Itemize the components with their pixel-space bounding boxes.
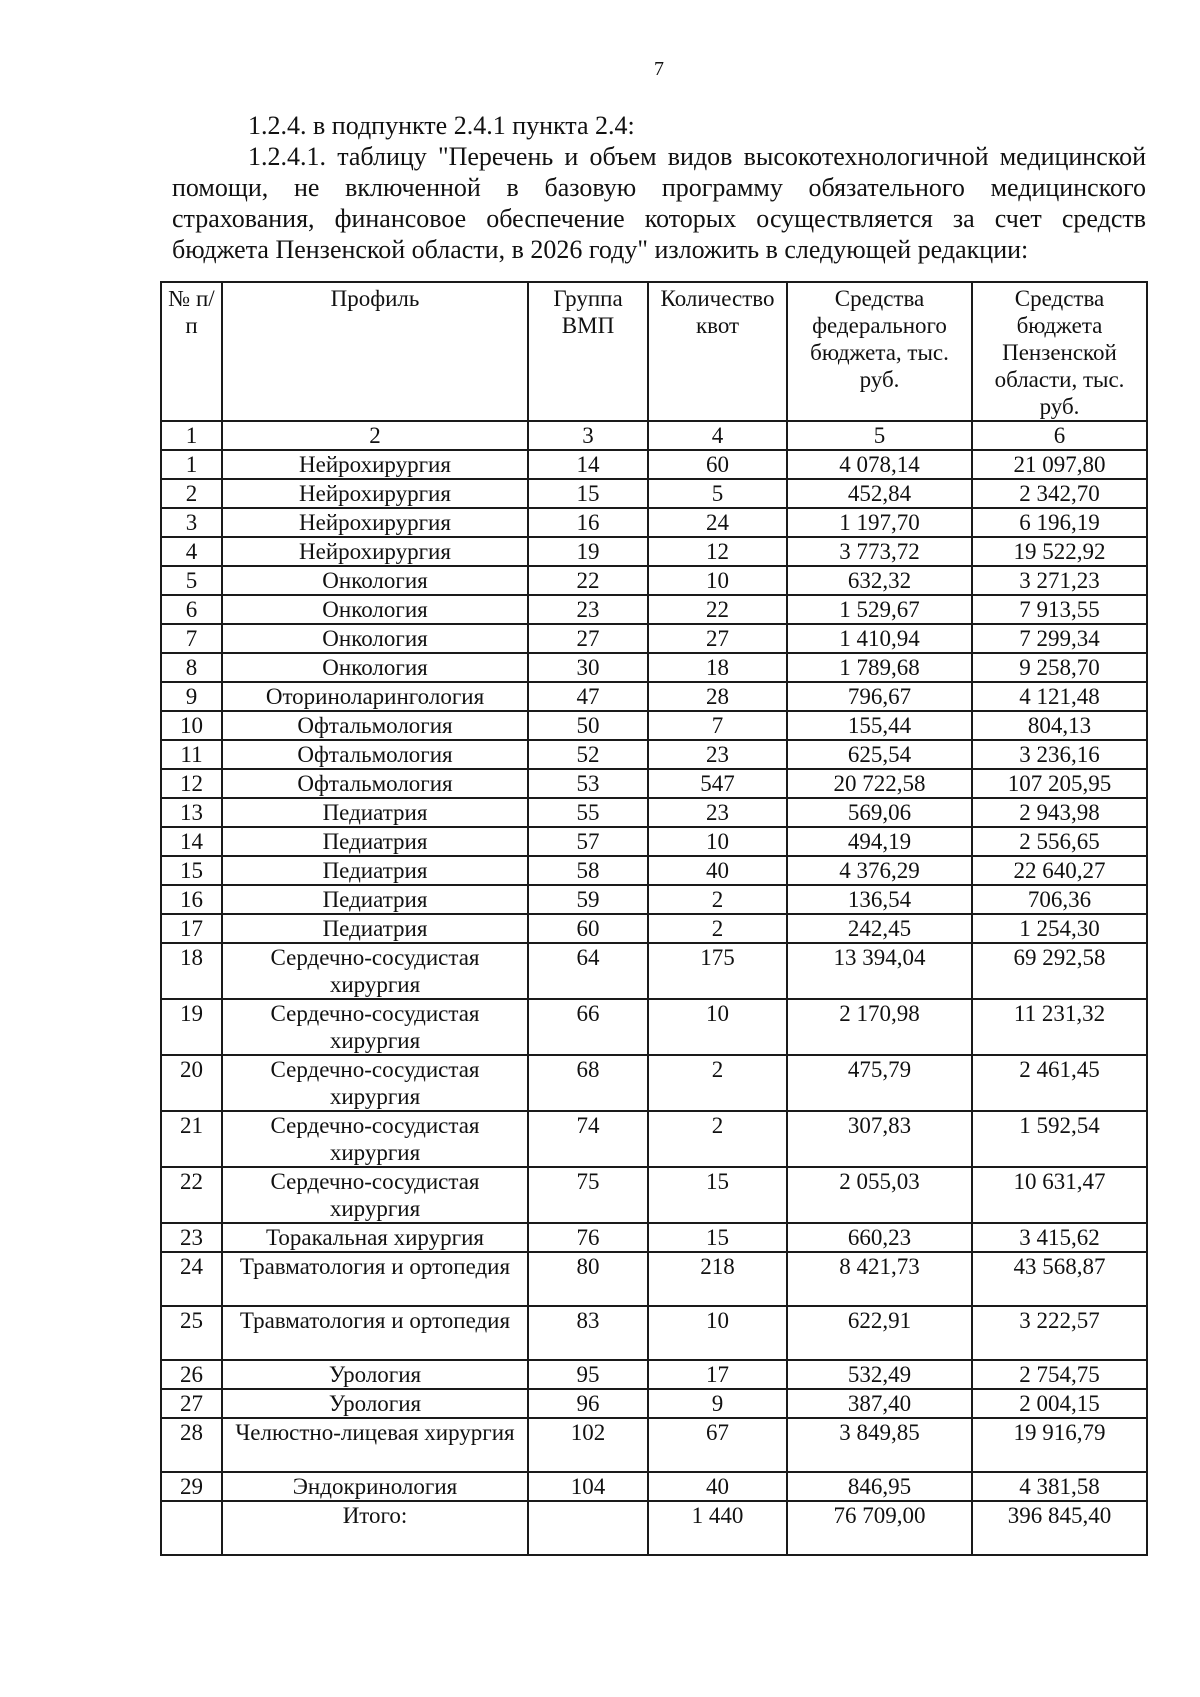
total-group	[528, 1501, 648, 1555]
row-federal: 1 529,67	[787, 595, 972, 624]
row-group: 27	[528, 624, 648, 653]
row-regional: 3 415,62	[972, 1223, 1147, 1252]
row-federal: 242,45	[787, 914, 972, 943]
row-quota: 9	[648, 1389, 787, 1418]
row-group: 23	[528, 595, 648, 624]
total-federal: 76 709,00	[787, 1501, 972, 1555]
row-profile: Офтальмология	[222, 740, 528, 769]
row-profile: Онкология	[222, 624, 528, 653]
row-regional: 107 205,95	[972, 769, 1147, 798]
total-quota: 1 440	[648, 1501, 787, 1555]
row-quota: 23	[648, 740, 787, 769]
row-quota: 10	[648, 1306, 787, 1360]
row-profile: Онкология	[222, 566, 528, 595]
table-row	[161, 1111, 1147, 1167]
row-regional: 19 916,79	[972, 1418, 1147, 1472]
row-quota: 2	[648, 914, 787, 943]
row-profile: Офтальмология	[222, 769, 528, 798]
row-quota: 218	[648, 1252, 787, 1306]
column-number: 5	[787, 421, 972, 450]
total-regional: 396 845,40	[972, 1501, 1147, 1555]
row-federal: 136,54	[787, 885, 972, 914]
table-row	[161, 450, 1147, 479]
table-row	[161, 711, 1147, 740]
row-regional: 3 222,57	[972, 1306, 1147, 1360]
row-federal: 307,83	[787, 1111, 972, 1167]
row-profile: Сердечно-сосудистая хирургия	[222, 1055, 528, 1111]
row-profile: Травматология и ортопедия	[222, 1252, 528, 1306]
row-number: 7	[161, 624, 222, 653]
table-row	[161, 508, 1147, 537]
table-row	[161, 999, 1147, 1055]
intro-para-line-4: бюджета Пензенской области, в 2026 году" изложить в следующей редакции:	[172, 235, 1029, 264]
intro-para-line-1: 1.2.4.1. таблицу "Перечень и объем видов высокотехнологичной медицинской	[248, 142, 1146, 171]
row-federal: 8 421,73	[787, 1252, 972, 1306]
table-row	[161, 537, 1147, 566]
row-group: 16	[528, 508, 648, 537]
row-federal: 387,40	[787, 1389, 972, 1418]
row-number: 15	[161, 856, 222, 885]
row-regional: 7 299,34	[972, 624, 1147, 653]
row-profile: Офтальмология	[222, 711, 528, 740]
row-regional: 69 292,58	[972, 943, 1147, 999]
row-profile: Урология	[222, 1389, 528, 1418]
table-row	[161, 740, 1147, 769]
row-quota: 24	[648, 508, 787, 537]
row-profile: Нейрохирургия	[222, 508, 528, 537]
table-row	[161, 885, 1147, 914]
row-number: 25	[161, 1306, 222, 1360]
row-number: 13	[161, 798, 222, 827]
row-quota: 175	[648, 943, 787, 999]
table-row	[161, 856, 1147, 885]
table-row	[161, 1418, 1147, 1472]
row-quota: 12	[648, 537, 787, 566]
row-regional: 22 640,27	[972, 856, 1147, 885]
row-regional: 43 568,87	[972, 1252, 1147, 1306]
row-federal: 622,91	[787, 1306, 972, 1360]
row-federal: 494,19	[787, 827, 972, 856]
row-group: 96	[528, 1389, 648, 1418]
column-number-row	[161, 421, 1147, 450]
row-federal: 475,79	[787, 1055, 972, 1111]
row-federal: 1 197,70	[787, 508, 972, 537]
row-federal: 625,54	[787, 740, 972, 769]
row-group: 74	[528, 1111, 648, 1167]
row-group: 52	[528, 740, 648, 769]
row-federal: 2 170,98	[787, 999, 972, 1055]
header-quota: Количество квот	[648, 282, 787, 421]
row-quota: 10	[648, 566, 787, 595]
row-profile: Торакальная хирургия	[222, 1223, 528, 1252]
row-quota: 15	[648, 1223, 787, 1252]
row-quota: 17	[648, 1360, 787, 1389]
row-number: 26	[161, 1360, 222, 1389]
row-number: 6	[161, 595, 222, 624]
table-row	[161, 653, 1147, 682]
row-regional: 2 754,75	[972, 1360, 1147, 1389]
header-profile: Профиль	[222, 282, 528, 421]
row-number: 27	[161, 1389, 222, 1418]
intro-para-line-2: помощи, не включенной в базовую программу обязательного медицинского	[172, 173, 1146, 202]
row-number: 28	[161, 1418, 222, 1472]
row-regional: 6 196,19	[972, 508, 1147, 537]
total-row	[161, 1501, 1147, 1555]
row-group: 58	[528, 856, 648, 885]
row-profile: Педиатрия	[222, 885, 528, 914]
row-federal: 532,49	[787, 1360, 972, 1389]
row-quota: 67	[648, 1418, 787, 1472]
table-row	[161, 595, 1147, 624]
table-row	[161, 943, 1147, 999]
row-quota: 547	[648, 769, 787, 798]
row-quota: 2	[648, 885, 787, 914]
row-number: 10	[161, 711, 222, 740]
row-number: 17	[161, 914, 222, 943]
row-profile: Педиатрия	[222, 914, 528, 943]
total-label: Итого:	[222, 1501, 528, 1555]
row-group: 19	[528, 537, 648, 566]
row-regional: 11 231,32	[972, 999, 1147, 1055]
row-quota: 18	[648, 653, 787, 682]
row-profile: Онкология	[222, 653, 528, 682]
row-number: 14	[161, 827, 222, 856]
header-group: Группа ВМП	[528, 282, 648, 421]
table-header-row	[161, 282, 1147, 421]
row-federal: 452,84	[787, 479, 972, 508]
row-number: 20	[161, 1055, 222, 1111]
table-row	[161, 1055, 1147, 1111]
row-quota: 2	[648, 1111, 787, 1167]
table-row	[161, 1360, 1147, 1389]
page-number: 7	[654, 58, 664, 80]
table-row	[161, 1223, 1147, 1252]
row-number: 5	[161, 566, 222, 595]
row-federal: 660,23	[787, 1223, 972, 1252]
row-group: 53	[528, 769, 648, 798]
row-federal: 20 722,58	[787, 769, 972, 798]
table-row	[161, 624, 1147, 653]
row-group: 57	[528, 827, 648, 856]
row-profile: Педиатрия	[222, 827, 528, 856]
total-number-cell	[161, 1501, 222, 1555]
row-group: 15	[528, 479, 648, 508]
row-quota: 27	[648, 624, 787, 653]
row-profile: Урология	[222, 1360, 528, 1389]
row-profile: Онкология	[222, 595, 528, 624]
row-regional: 4 121,48	[972, 682, 1147, 711]
row-quota: 2	[648, 1055, 787, 1111]
table-row	[161, 566, 1147, 595]
table-row	[161, 682, 1147, 711]
row-number: 18	[161, 943, 222, 999]
row-number: 11	[161, 740, 222, 769]
row-regional: 3 236,16	[972, 740, 1147, 769]
row-group: 50	[528, 711, 648, 740]
table-row	[161, 1252, 1147, 1306]
row-quota: 10	[648, 999, 787, 1055]
row-federal: 2 055,03	[787, 1167, 972, 1223]
row-group: 76	[528, 1223, 648, 1252]
row-profile: Нейрохирургия	[222, 537, 528, 566]
row-number: 23	[161, 1223, 222, 1252]
row-group: 14	[528, 450, 648, 479]
row-number: 8	[161, 653, 222, 682]
row-federal: 846,95	[787, 1472, 972, 1501]
table-row	[161, 827, 1147, 856]
row-quota: 28	[648, 682, 787, 711]
row-group: 83	[528, 1306, 648, 1360]
row-profile: Челюстно-лицевая хирургия	[222, 1418, 528, 1472]
row-number: 22	[161, 1167, 222, 1223]
intro-para-line-3: страхования, финансовое обеспечение которых осуществляется за счет средств	[172, 204, 1146, 233]
row-group: 104	[528, 1472, 648, 1501]
row-number: 12	[161, 769, 222, 798]
row-group: 75	[528, 1167, 648, 1223]
row-group: 30	[528, 653, 648, 682]
row-federal: 569,06	[787, 798, 972, 827]
row-regional: 9 258,70	[972, 653, 1147, 682]
row-regional: 804,13	[972, 711, 1147, 740]
row-federal: 155,44	[787, 711, 972, 740]
row-regional: 3 271,23	[972, 566, 1147, 595]
row-quota: 40	[648, 1472, 787, 1501]
row-profile: Сердечно-сосудистая хирургия	[222, 1111, 528, 1167]
row-group: 66	[528, 999, 648, 1055]
row-profile: Нейрохирургия	[222, 450, 528, 479]
quota-table	[160, 281, 1148, 1556]
row-federal: 632,32	[787, 566, 972, 595]
table-row	[161, 1167, 1147, 1223]
row-quota: 15	[648, 1167, 787, 1223]
row-federal: 4 376,29	[787, 856, 972, 885]
row-federal: 4 078,14	[787, 450, 972, 479]
row-regional: 1 592,54	[972, 1111, 1147, 1167]
row-group: 60	[528, 914, 648, 943]
row-group: 47	[528, 682, 648, 711]
row-number: 29	[161, 1472, 222, 1501]
row-group: 64	[528, 943, 648, 999]
row-group: 80	[528, 1252, 648, 1306]
row-group: 95	[528, 1360, 648, 1389]
intro-text	[172, 110, 1146, 265]
row-group: 59	[528, 885, 648, 914]
row-group: 22	[528, 566, 648, 595]
row-quota: 5	[648, 479, 787, 508]
row-federal: 3 773,72	[787, 537, 972, 566]
row-number: 16	[161, 885, 222, 914]
row-profile: Сердечно-сосудистая хирургия	[222, 943, 528, 999]
table-row	[161, 1306, 1147, 1360]
row-profile: Нейрохирургия	[222, 479, 528, 508]
table-row	[161, 1472, 1147, 1501]
row-number: 3	[161, 508, 222, 537]
row-number: 9	[161, 682, 222, 711]
row-regional: 2 461,45	[972, 1055, 1147, 1111]
row-number: 1	[161, 450, 222, 479]
row-regional: 2 943,98	[972, 798, 1147, 827]
row-regional: 4 381,58	[972, 1472, 1147, 1501]
header-federal: Средства федерального бюджета, тыс. руб.	[787, 282, 972, 421]
table-row	[161, 1389, 1147, 1418]
row-number: 4	[161, 537, 222, 566]
column-number: 2	[222, 421, 528, 450]
row-federal: 796,67	[787, 682, 972, 711]
row-profile: Сердечно-сосудистая хирургия	[222, 999, 528, 1055]
table-row	[161, 769, 1147, 798]
row-federal: 3 849,85	[787, 1418, 972, 1472]
table-row	[161, 914, 1147, 943]
row-regional: 2 556,65	[972, 827, 1147, 856]
row-number: 19	[161, 999, 222, 1055]
intro-subpoint: 1.2.4. в подпункте 2.4.1 пункта 2.4:	[248, 111, 635, 140]
row-quota: 23	[648, 798, 787, 827]
row-quota: 40	[648, 856, 787, 885]
row-profile: Эндокринология	[222, 1472, 528, 1501]
row-federal: 1 410,94	[787, 624, 972, 653]
row-regional: 2 004,15	[972, 1389, 1147, 1418]
row-regional: 706,36	[972, 885, 1147, 914]
row-quota: 60	[648, 450, 787, 479]
row-quota: 10	[648, 827, 787, 856]
row-profile: Педиатрия	[222, 798, 528, 827]
row-quota: 22	[648, 595, 787, 624]
row-number: 2	[161, 479, 222, 508]
table-body	[161, 450, 1147, 1501]
table-row	[161, 798, 1147, 827]
row-federal: 1 789,68	[787, 653, 972, 682]
row-number: 24	[161, 1252, 222, 1306]
row-regional: 7 913,55	[972, 595, 1147, 624]
row-regional: 19 522,92	[972, 537, 1147, 566]
header-number: № п/п	[161, 282, 222, 421]
row-regional: 2 342,70	[972, 479, 1147, 508]
row-group: 68	[528, 1055, 648, 1111]
column-number: 1	[161, 421, 222, 450]
row-profile: Сердечно-сосудистая хирургия	[222, 1167, 528, 1223]
row-profile: Травматология и ортопедия	[222, 1306, 528, 1360]
row-profile: Педиатрия	[222, 856, 528, 885]
row-regional: 1 254,30	[972, 914, 1147, 943]
row-federal: 13 394,04	[787, 943, 972, 999]
row-group: 102	[528, 1418, 648, 1472]
row-regional: 10 631,47	[972, 1167, 1147, 1223]
row-number: 21	[161, 1111, 222, 1167]
row-group: 55	[528, 798, 648, 827]
row-profile: Оториноларингология	[222, 682, 528, 711]
column-number: 4	[648, 421, 787, 450]
row-quota: 7	[648, 711, 787, 740]
table-row	[161, 479, 1147, 508]
row-regional: 21 097,80	[972, 450, 1147, 479]
header-regional: Средства бюджета Пензенской области, тыс. руб.	[972, 282, 1147, 421]
column-number: 3	[528, 421, 648, 450]
column-number: 6	[972, 421, 1147, 450]
